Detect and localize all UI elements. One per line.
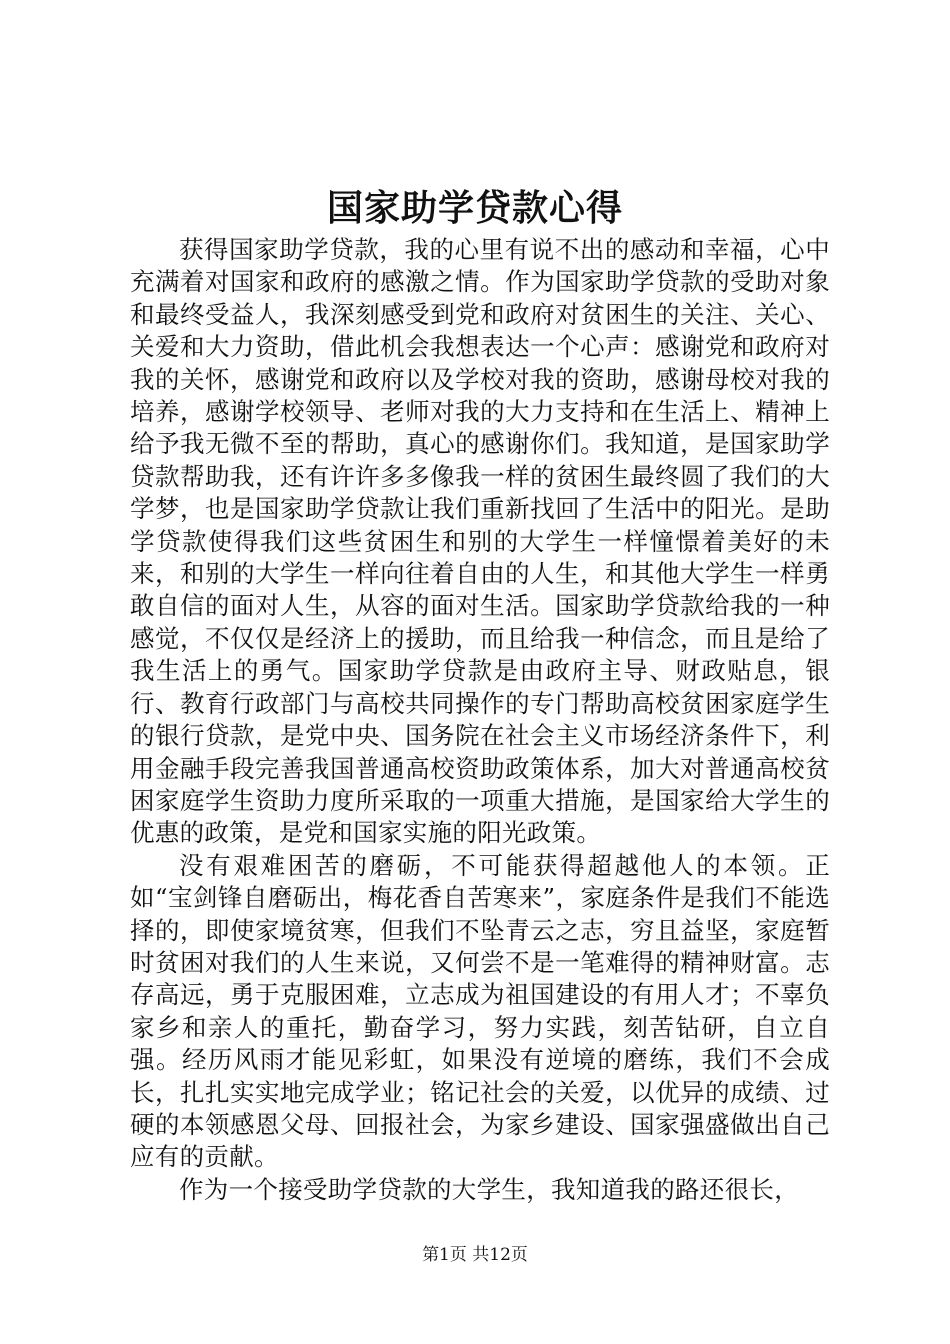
page-footer: 第1页 共12页 [422, 1245, 528, 1265]
paragraph-1: 获得国家助学贷款，我的心里有说不出的感动和幸福，心中充满着对国家和政府的感激之情。作为国家助学贷款的受助对象和最终受益人，我深刻感受到党和政府对贫困生的关注、关心、关爱和大力资助，借此机会我想表达一个心声：感谢党和政府对我的关怀，感谢党和政府以及学校对我的资助，感谢母校对我的培养，感谢学校领导、老师对我的大力支持和在生活上、精神上给予我无微不至的帮助，真心的感谢你们。我知道，是国家助学贷款帮助我，还有许许多多像我一样的贫困生最终圆了我们的大学梦，也是国家助学贷款让我们重新找回了生活中的阳光。是助学贷款使得我们这些贫困生和别的大学生一样憧憬着美好的未来，和别的大学生一样向往着自由的人生，和其他大学生一样勇敢自信的面对人生，从容的面对生活。国家助学贷款给我的一种感觉，不仅仅是经济上的援助，而且给我一种信念，而且是给了我生活上的勇气。国家助学贷款是由政府主导、财政贴息，银行、教育行政部门与高校共同操作的专门帮助高校贫困家庭学生的银行贷款，是党中央、国务院在社会主义市场经济条件下，利用金融手段完善我国普通高校资助政策体系，加大对普通高校贫困家庭学生资助力度所采取的一项重大措施，是国家给大学生的优惠的政策，是党和国家实施的阳光政策。 [130, 235, 830, 848]
paragraph-2: 没有艰难困苦的磨砺，不可能获得超越他人的本领。正如“宝剑锋自磨砺出，梅花香自苦寒来”，家庭条件是我们不能选择的，即使家境贫寒，但我们不坠青云之志，穷且益坚，家庭暂时贫困对我们的人生来说，又何尝不是一笔难得的精神财富。志存高远，勇于克服困难，立志成为祖国建设的有用人才；不辜负家乡和亲人的重托，勤奋学习，努力实践，刻苦钻研，自立自强。经历风雨才能见彩虹，如果没有逆境的磨练，我们不会成长，扎扎实实地完成学业；铭记社会的关爱，以优异的成绩、过硬的本领感恩父母、回报社会，为家乡建设、国家强盛做出自己应有的贡献。 [130, 850, 830, 1172]
paragraph-3: 作为一个接受助学贷款的大学生，我知道我的路还很长， [179, 1174, 799, 1204]
document-body [130, 234, 830, 1206]
document-title: 国家助学贷款心得 [326, 187, 623, 229]
